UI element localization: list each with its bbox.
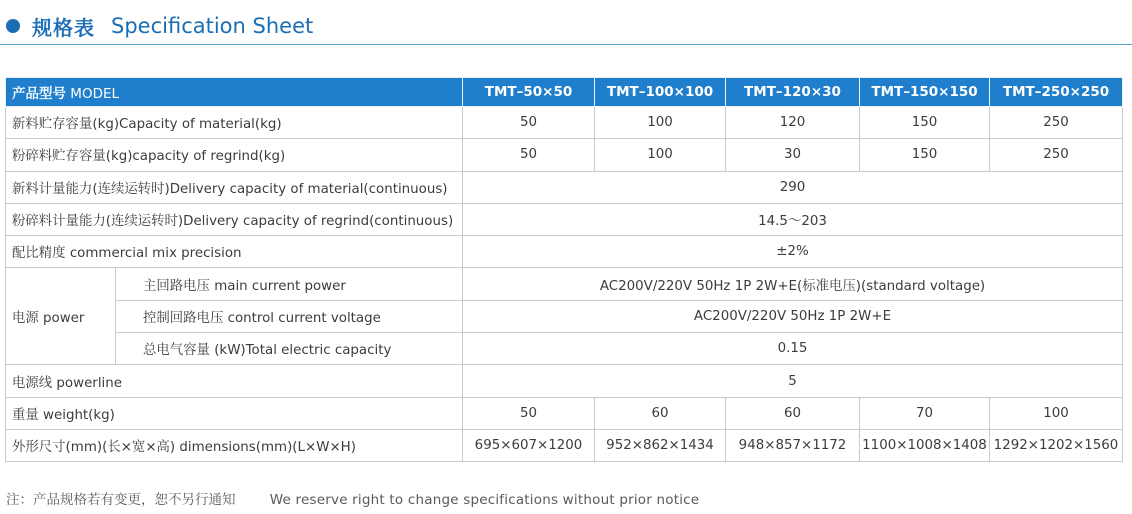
table-row — [6, 139, 1123, 171]
footnote-cn: 注：产品规格若有变更，恕不另行通知 — [6, 492, 236, 508]
table-row — [6, 365, 1123, 397]
table-cell: 100 — [595, 139, 726, 171]
row-label: 新料贮存容量(kg)Capacity of material(kg) — [6, 107, 463, 139]
table-cell: 100 — [595, 107, 726, 139]
header-divider — [0, 44, 1132, 45]
table-cell: 5 — [463, 365, 1123, 397]
table-row — [6, 300, 1123, 332]
table-cell: 250 — [990, 139, 1123, 171]
table-cell: 952×862×1434 — [595, 429, 726, 461]
row-label: 粉碎料计量能力(连续运转时)Delivery capacity of regrind(continuous) — [6, 203, 463, 235]
table-row — [6, 171, 1123, 203]
table-cell: 60 — [726, 397, 860, 429]
bullet-dot-icon — [6, 19, 20, 33]
model-name: TMT–50×50 — [463, 78, 595, 107]
table-cell: 14.5～203 — [463, 203, 1123, 235]
table-cell: 50 — [463, 107, 595, 139]
model-name: TMT–150×150 — [860, 78, 990, 107]
power-group-label: 电源 power — [6, 268, 116, 365]
footnote-en: We reserve right to change specifications without prior notice — [269, 492, 700, 508]
model-label-en: MODEL — [70, 86, 120, 102]
row-label: 配比精度 commercial mix precision — [6, 236, 463, 268]
table-cell: 0.15 — [463, 333, 1123, 365]
table-cell: 1292×1202×1560 — [990, 429, 1123, 461]
row-label: 控制回路电压 control current voltage — [116, 300, 463, 332]
row-label: 总电气容量 (kW)Total electric capacity — [116, 333, 463, 365]
table-cell: AC200V/220V 50Hz 1P 2W+E — [463, 300, 1123, 332]
row-label: 电源线 powerline — [6, 365, 463, 397]
table-row — [6, 397, 1123, 429]
table-cell: 50 — [463, 139, 595, 171]
table-cell: 250 — [990, 107, 1123, 139]
table-cell: 695×607×1200 — [463, 429, 595, 461]
table-row — [6, 333, 1123, 365]
table-cell: 70 — [860, 397, 990, 429]
table-cell: 290 — [463, 171, 1123, 203]
table-row — [6, 203, 1123, 235]
table-row — [6, 107, 1123, 139]
row-label: 主回路电压 main current power — [116, 268, 463, 300]
table-cell: 60 — [595, 397, 726, 429]
table-cell: 1100×1008×1408 — [860, 429, 990, 461]
page-title-cn: 规格表 — [32, 15, 95, 40]
table-cell: AC200V/220V 50Hz 1P 2W+E(标准电压)(standard voltage) — [463, 268, 1123, 300]
page-title-en: Specification Sheet — [111, 14, 314, 38]
table-cell: 50 — [463, 397, 595, 429]
footnote — [6, 488, 699, 508]
model-header-cell — [6, 78, 463, 107]
row-label: 粉碎料贮存容量(kg)capacity of regrind(kg) — [6, 139, 463, 171]
table-cell: 948×857×1172 — [726, 429, 860, 461]
page-header — [6, 10, 313, 42]
row-label: 新料计量能力(连续运转时)Delivery capacity of material(continuous) — [6, 171, 463, 203]
table-row — [6, 236, 1123, 268]
table-cell: 120 — [726, 107, 860, 139]
model-name: TMT–120×30 — [726, 78, 860, 107]
table-cell: 150 — [860, 107, 990, 139]
specification-table — [5, 77, 1123, 462]
row-label: 外形尺寸(mm)(长×宽×高) dimensions(mm)(L×W×H) — [6, 429, 463, 461]
table-cell: 30 — [726, 139, 860, 171]
table-header-row — [6, 78, 1123, 107]
row-label: 重量 weight(kg) — [6, 397, 463, 429]
model-name: TMT–250×250 — [990, 78, 1123, 107]
table-row — [6, 429, 1123, 461]
table-cell: ±2% — [463, 236, 1123, 268]
model-name: TMT–100×100 — [595, 78, 726, 107]
table-cell: 100 — [990, 397, 1123, 429]
table-cell: 150 — [860, 139, 990, 171]
model-label-cn: 产品型号 — [12, 86, 66, 102]
table-row — [6, 268, 1123, 300]
